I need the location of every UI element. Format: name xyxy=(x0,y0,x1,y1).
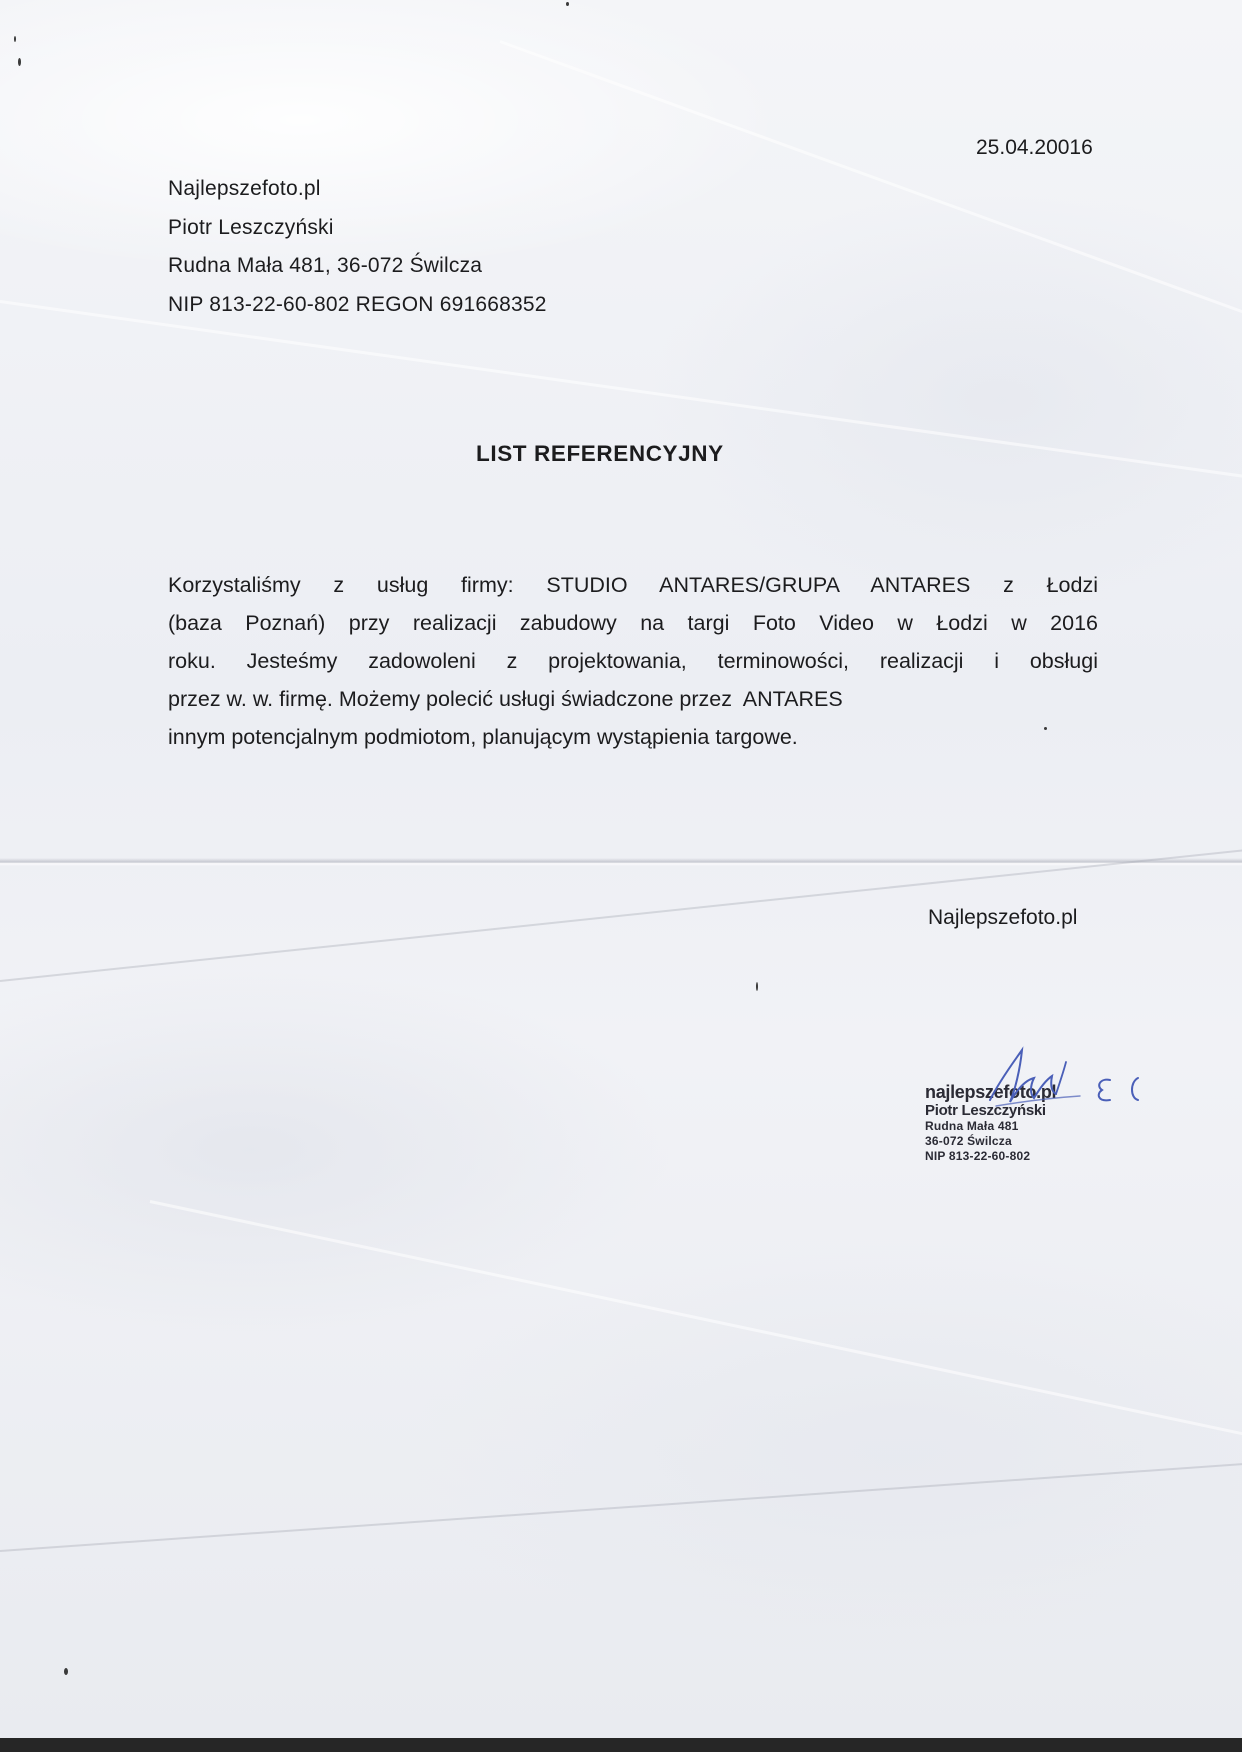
handwritten-signature xyxy=(960,1040,1180,1120)
body-line: roku. Jesteśmy zadowoleni z projektowania, terminowości, realizacji i obsługi xyxy=(168,649,1098,673)
body-line: przez w. w. firmę. Możemy polecić usługi świadczone przez ANTARES xyxy=(168,687,843,711)
scan-speck xyxy=(18,58,21,66)
scanner-bottom-edge xyxy=(0,1738,1242,1752)
stamp-line: najlepszefoto.pl xyxy=(925,1082,1057,1102)
scan-speck xyxy=(756,982,758,991)
letter-title: LIST REFERENCYJNY xyxy=(476,441,724,466)
body-line: (baza Poznań) przy realizacji zabudowy na targi Foto Video w Łodzi w 2016 xyxy=(168,611,1098,635)
body-line: innym potencjalnym podmiotom, planującym wystąpienia targowe. xyxy=(168,725,798,749)
stamp-line: 36-072 Świlcza xyxy=(925,1134,1012,1148)
sender-name: Piotr Leszczyński xyxy=(168,215,334,239)
sender-company: Najlepszefoto.pl xyxy=(168,177,321,200)
letter-body xyxy=(168,566,1098,756)
sender-address: Rudna Mała 481, 36-072 Świlcza xyxy=(168,254,483,277)
sender-ids: NIP 813-22-60-802 REGON 691668352 xyxy=(168,292,547,316)
sender-block xyxy=(168,170,547,324)
scan-speck xyxy=(566,2,569,6)
letter-date: 25.04.20016 xyxy=(976,136,1093,159)
scan-speck xyxy=(64,1668,68,1675)
stamp-line: Piotr Leszczyński xyxy=(925,1102,1046,1119)
body-line: Korzystaliśmy z usług firmy: STUDIO ANTARES/GRUPA ANTARES z Łodzi xyxy=(168,573,1098,597)
paper-crease xyxy=(0,1459,1242,1552)
scan-speck xyxy=(14,36,16,42)
letter-signoff: Najlepszefoto.pl xyxy=(928,906,1078,929)
stamp-line: NIP 813-22-60-802 xyxy=(925,1149,1031,1163)
paper-crease xyxy=(499,40,1242,351)
paper-fold-line xyxy=(0,858,1242,866)
stamp-line: Rudna Mała 481 xyxy=(925,1119,1019,1133)
paper-crease xyxy=(150,1200,1242,1452)
